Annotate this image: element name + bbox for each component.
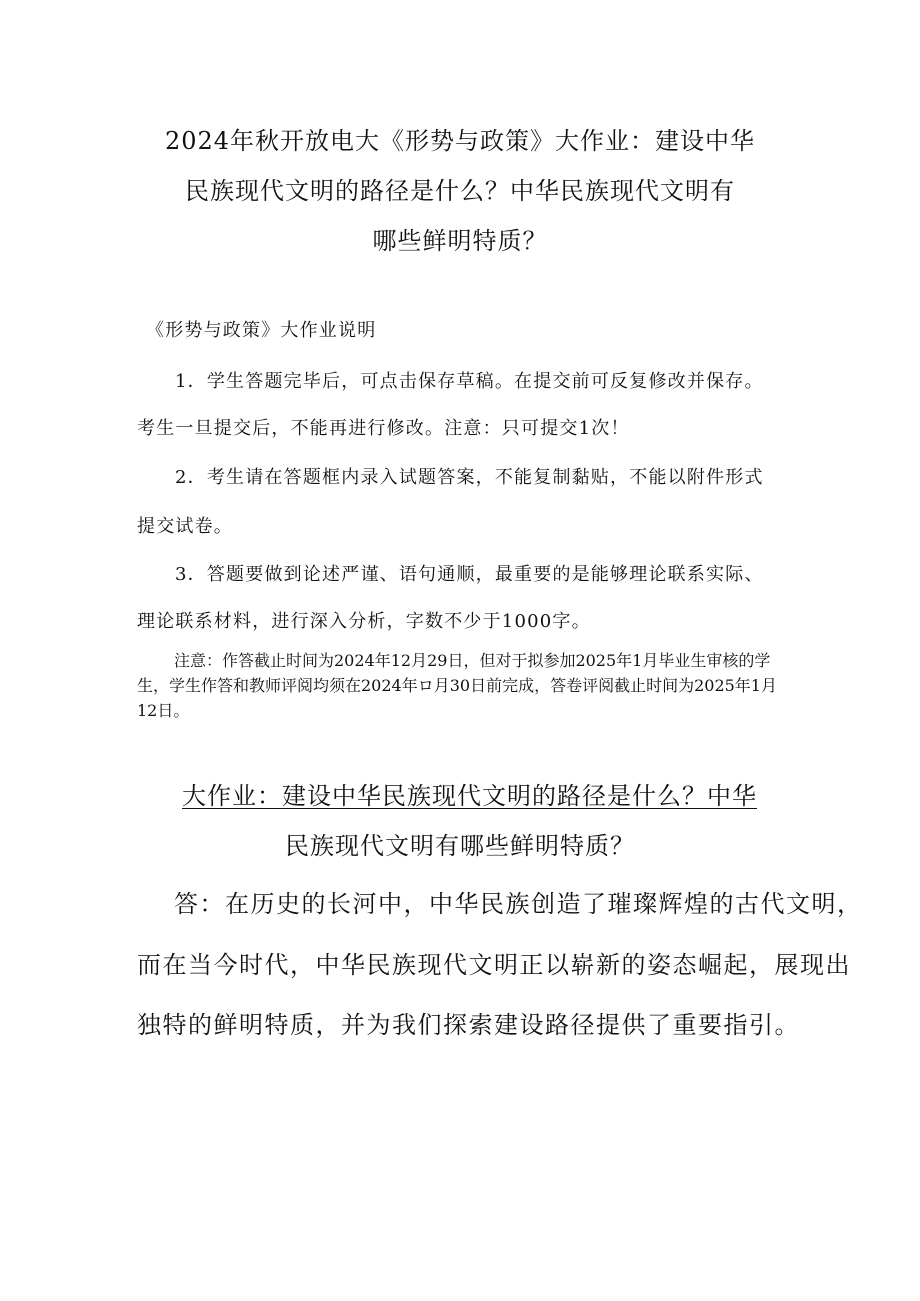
document-title-line-1: 2024年秋开放电大《形势与政策》大作业：建设中华 [164,127,756,155]
instruction-item-1-line-1: 1．学生答题完毕后，可点击保存草稿。在提交前可反复修改并保存。 [175,371,764,392]
instruction-item-2-line-1: 2．考生请在答题框内录入试题答案，不能复制黏贴，不能以附件形式 [175,467,764,488]
instruction-item-2-line-2: 提交试卷。 [137,516,233,537]
document-title-line-2: 民族现代文明的路径是什么？中华民族现代文明有 [185,177,735,205]
answer-line-2: 而在当今时代，中华民族现代文明正以崭新的姿态崛起，展现出 [137,951,851,979]
instruction-item-3-line-1: 3．答题要做到论述严谨、语句通顺，最重要的是能够理论联系实际、 [175,564,764,585]
question-heading-line-1: 大作业：建设中华民族现代文明的路径是什么？中华 [182,782,757,810]
instruction-item-3-line-2: 理论联系材料，进行深入分析，字数不少于1000字。 [137,611,591,632]
question-heading-line-2: 民族现代文明有哪些鲜明特质？ [285,832,635,860]
instructions-heading: 《形势与政策》大作业说明 [146,320,377,341]
deadline-note: 注意：作答截止时间为2024年12月29日，但对于拟参加2025年1月毕业生审核的学生，学生作答和教师评阅均须在2024年ロ月30日前完成，答卷评阅截止时间为2025年1月12日。 [137,651,777,720]
document-title-line-3: 哪些鲜明特质？ [372,227,548,255]
instruction-item-1-line-2: 考生一旦提交后，不能再进行修改。注意：只可提交1次！ [137,418,630,439]
answer-line-1: 答：在历史的长河中，中华民族创造了璀璨辉煌的古代文明， [174,890,863,918]
answer-line-3: 独特的鲜明特质，并为我们探索建设路径提供了重要指引。 [137,1011,800,1039]
